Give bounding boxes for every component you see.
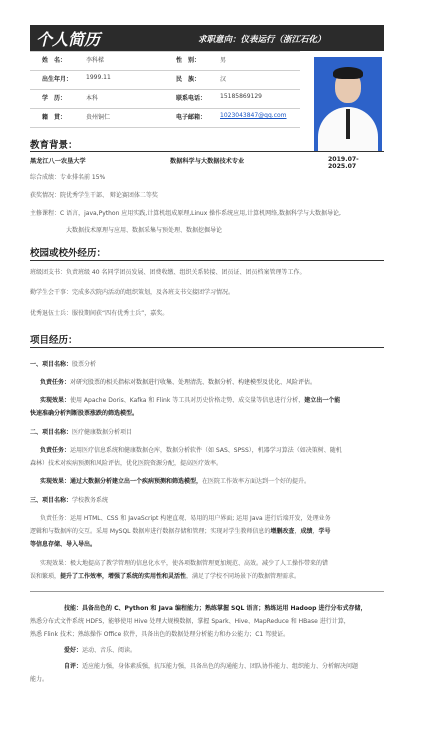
phone-label: 联系电话： [176, 95, 207, 102]
skills-line-3: 熟悉 Flink 技术；熟练操作 Office 软件，具备出色的数据处理分析能力和办公能力；C1 驾驶证。 [30, 631, 290, 638]
project-1-result-cont: 快速准确分析判断股票涨跌的筛选模型。 [30, 410, 139, 417]
courses-text-1: 主修课程：C 语言，java,Python 应用实践,计算机组成原理,Linux 操作系统应用,计算机网络,数据科学与大数据导论, [30, 210, 341, 217]
gender-label: 性 别： [176, 57, 201, 64]
project-1-header: 一、项目名称：股票分析 [30, 361, 97, 368]
email-link[interactable]: 1023043847@qq.com [220, 112, 287, 119]
project-3-result-cont: 误和繁琐，提升了工作效率，增强了系统的实用性和灵活性，满足了学校不同场景下的数据管理需求。 [30, 573, 301, 580]
origin-value: 贵州铜仁 [86, 114, 111, 121]
birth-value: 1999.11 [86, 74, 111, 81]
name-label: 姓 名： [42, 57, 67, 64]
projects-section-title: 项目经历： [30, 335, 78, 346]
project-2-task: 负责任务：运用医疗信息系统和健康数据仓库，数据分析软件（如 SAS、SPSS），机器学习算法（如决策树、随机 [40, 447, 342, 454]
courses-text-2: 大数据技术原理与应用、数据采集与预处理、数据挖掘导论 [66, 227, 223, 234]
phone-value: 15185869129 [220, 93, 262, 100]
project-1-task: 负责任务：对研究股票的相关指标对数据进行收集、处理清洗、数据分析、构建模型及优化、风险评估。 [40, 379, 317, 386]
name-value: 李科樑 [86, 57, 105, 64]
ranking-text: 综合成绩：专业排名前 15% [30, 174, 106, 181]
project-2-header: 二、项目名称：医疗健康数据分析项目 [30, 429, 133, 436]
campus-item-3: 优秀退伍士兵：服役期间获“四有优秀士兵”，嘉奖。 [30, 310, 169, 317]
origin-label: 籍 贯： [42, 114, 67, 121]
self-eval-cont: 能力。 [30, 676, 49, 683]
study-period: 2019.07-2025.07 [328, 156, 359, 170]
profile-photo [314, 57, 382, 151]
skills-line-2: 熟悉分布式文件系统 HDFS，能够使用 Hive 处理大规模数据，掌握 Spark、Hive、MapReduce 和 HBase 进行计算， [30, 618, 350, 625]
major-name: 数据科学与大数据技术专业 [170, 158, 245, 165]
project-1-result: 实现效果：使用 Apache Doris、Kafka 和 Flink 等工具对历史价格走势、成交量等信息进行分析，建立出一个能 [40, 397, 341, 404]
project-3-header: 三、项目名称：学校教务系统 [30, 497, 109, 504]
campus-item-2: 勤学生会干事：完成多次院内活动的组织策划，及各班支书交接团学习情况。 [30, 289, 235, 296]
education-value: 本科 [86, 95, 99, 102]
resume-header [30, 25, 384, 51]
birth-label: 出生年月： [42, 76, 73, 83]
gender-value: 男 [220, 57, 227, 64]
job-intent: 求职意向：仪表运行（浙江石化） [198, 35, 326, 45]
campus-item-1: 班级团支书：负责班级 40 名同学团员发展、团费收缴、组织关系转接、团员证、团员档案管理等工作。 [30, 269, 306, 276]
self-eval-line: 自评：适应能力强，身体素质强，抗压能力强，具备出色的沟通能力、团队协作能力、组织能力、分析解决问题 [64, 663, 359, 670]
ethnic-value: 汉 [220, 76, 227, 83]
project-3-task-cont: 逻辑和与数据库的交互。采用 MySQL 数据库进行数据存储和管理；实现对学生教师信息的增删改查，成绩，学号 [30, 528, 331, 535]
education-label: 学 历： [42, 95, 67, 102]
project-3-task: 负责任务：运用 HTML、CSS 和 JavaScript 构建直观、易用的用户界面; 运用 Java 进行后端开发，处理业务 [40, 515, 331, 522]
resume-title: 个人简历 [36, 30, 101, 49]
project-3-task-cont-2: 等信息存储、导入导出。 [30, 541, 97, 548]
school-name: 黑龙江八一农垦大学 [30, 158, 86, 165]
email-label: 电子邮箱： [176, 114, 207, 121]
project-2-result: 实现效果：通过大数据分析建立出一个疾病预测和筛选模型，在医院工作效率方面达到一个好的提升。 [40, 478, 311, 485]
honors-text: 获奖情况：院优秀学生干部、 辩论赛团体二等奖 [30, 192, 158, 199]
education-section-title: 教育背景： [30, 140, 78, 151]
project-2-task-cont: 森林）技术对疾病预测和风险评估，优化医院资源分配，提高医疗效率。 [30, 460, 223, 467]
project-3-result: 实现效果：极大地提高了教学管理的信息化水平，使各项数据管理更加规范、高效。减少了人工操作带来的错 [40, 560, 329, 567]
ethnic-label: 民 族： [176, 76, 201, 83]
campus-section-title: 校园或校外经历： [30, 248, 107, 259]
skills-line-1: 技能：具备出色的 C、Python 和 Java 编程能力；熟练掌握 SQL 语言；熟练运用 Hadoop 进行分布式存储， [64, 605, 367, 612]
hobby-line: 爱好：运动、音乐、阅读。 [64, 647, 137, 654]
resume-page [30, 25, 384, 725]
